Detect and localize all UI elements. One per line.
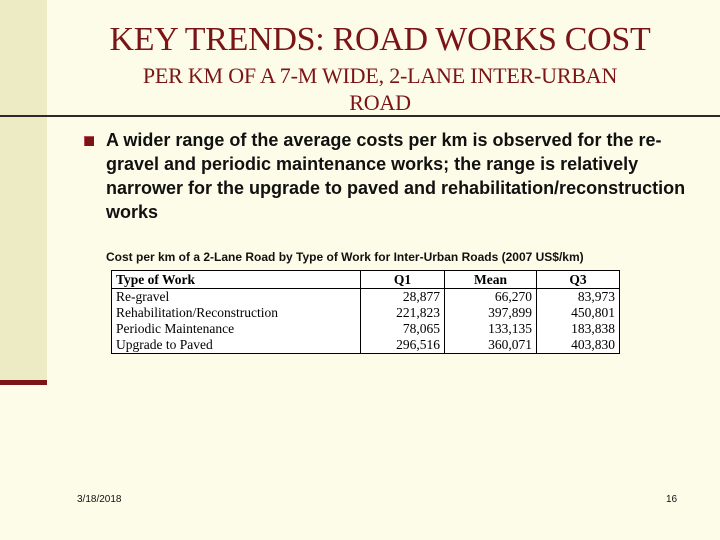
footer-date: 3/18/2018 — [77, 494, 122, 505]
table-row — [112, 289, 619, 306]
cell-mean: 397,899 — [445, 305, 537, 321]
page-number: 16 — [666, 494, 678, 505]
cell-type: Periodic Maintenance — [116, 321, 235, 336]
bullet-text: A wider range of the average costs per km is observed for the re-gravel and periodic maintenance works; the range is relatively narrower for the upgrade to paved and rehabilitation/reconstruction works — [106, 130, 686, 222]
cell-q1: 78,065 — [361, 321, 445, 337]
header-q1: Q1 — [361, 271, 445, 289]
left-accent-bar-base — [0, 380, 47, 385]
table-row — [112, 321, 619, 337]
title-line-2: PER KM OF A 7-M WIDE, 2-LANE INTER-URBAN — [142, 63, 618, 88]
cell-q1: 28,877 — [361, 289, 445, 306]
cell-type: Re-gravel — [116, 289, 170, 304]
slide-title — [50, 20, 710, 116]
table-row — [112, 305, 619, 321]
table-header-row — [112, 271, 619, 289]
cell-q3: 183,838 — [537, 321, 620, 337]
header-q3: Q3 — [537, 271, 620, 289]
table-row — [112, 337, 619, 353]
cell-q3: 83,973 — [537, 289, 620, 306]
bullet-square-icon — [84, 136, 94, 146]
header-type-of-work: Type of Work — [112, 271, 361, 289]
cell-q1: 221,823 — [361, 305, 445, 321]
cell-type: Rehabilitation/Reconstruction — [116, 305, 278, 320]
cell-q3: 403,830 — [537, 337, 620, 353]
title-line-1: KEY TRENDS: ROAD WORKS COST — [109, 21, 651, 58]
table-caption: Cost per km of a 2-Lane Road by Type of Work for Inter-Urban Roads (2007 US$/km) — [106, 250, 584, 264]
header-mean: Mean — [445, 271, 537, 289]
cell-type: Upgrade to Paved — [116, 337, 213, 352]
title-line-3: ROAD — [349, 90, 411, 115]
title-divider — [0, 115, 720, 117]
cell-mean: 133,135 — [445, 321, 537, 337]
cell-mean: 66,270 — [445, 289, 537, 306]
cell-q3: 450,801 — [537, 305, 620, 321]
cost-table — [111, 270, 620, 354]
cell-mean: 360,071 — [445, 337, 537, 353]
cell-q1: 296,516 — [361, 337, 445, 353]
left-accent-bar — [0, 0, 47, 382]
